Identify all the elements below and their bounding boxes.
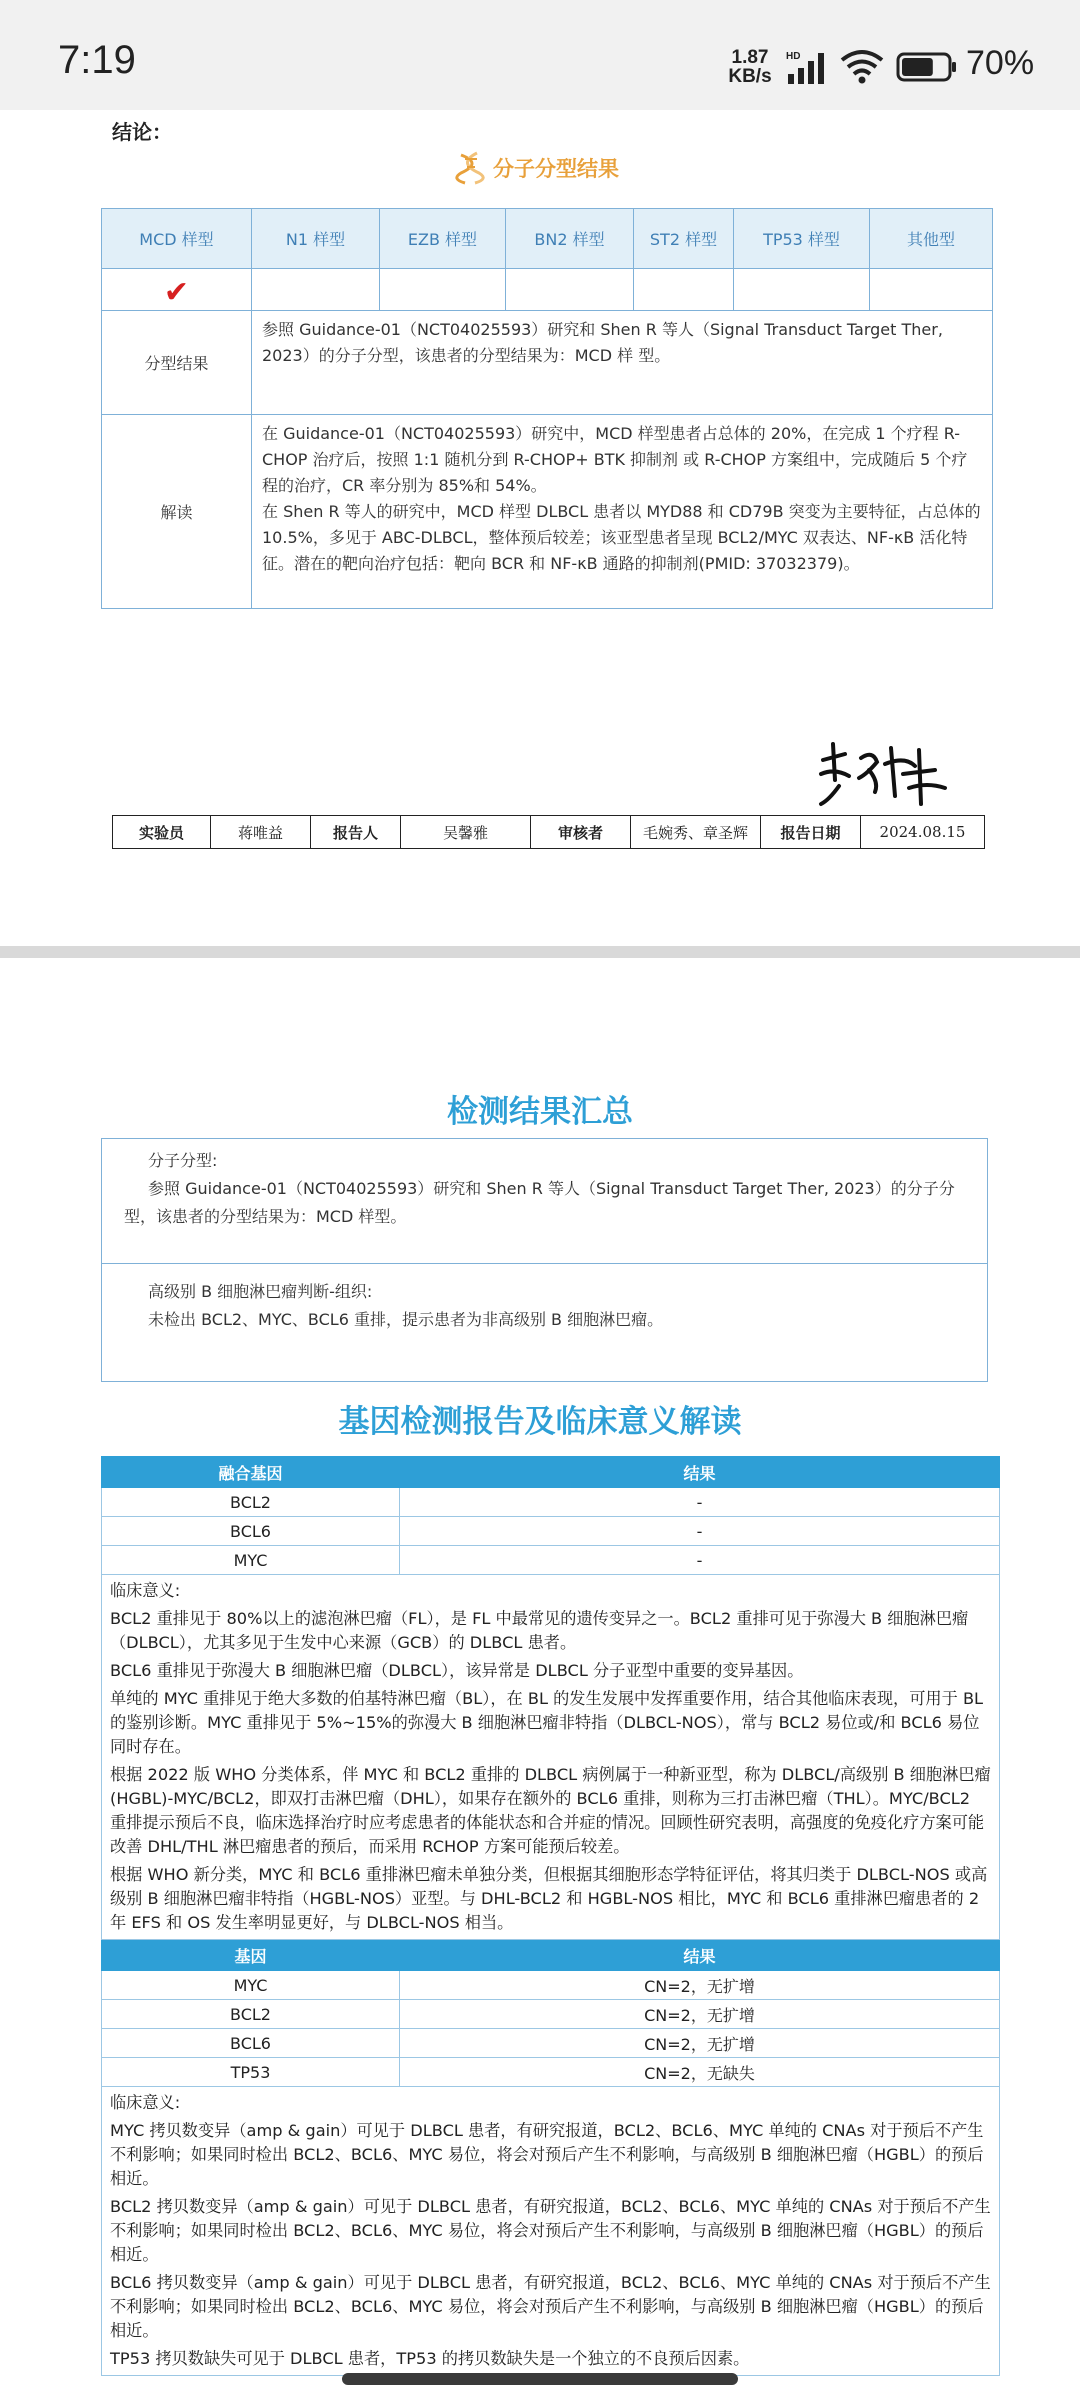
status-time: 7:19 [58, 38, 136, 82]
interpret-text: 在 Guidance-01（NCT04025593）研究中，MCD 样型患者占总体的 20%，在完成 1 个疗程 R-CHOP 治疗后，按照 1:1 随机分到 R-CHOP+ BTK 抑制剂 或 R-CHOP 方案组中，完成随后 5 个疗程的治疗，CR 率分别为 85%和 54%。 在 Shen R 等人的研究中，MCD 样型 DLBCL 患者以 MYD88 和 CD79B 突变为主要特征，占总体的 10.5%，多见于 ABC-DLBCL，整体预后较差；该亚型患者呈现 BCL2/MYC 双表达、NF-κB 活化特征。潜在的靶向治疗包括：靶向 BCR 和 NF-κB 通路的抑制剂(PMID: 37032379)。 [252, 415, 993, 609]
svg-text:HD: HD [786, 51, 801, 62]
molecular-subtype-title: 分子分型结果 [455, 148, 619, 188]
cnv-gene-header: 基因 [102, 1940, 400, 1971]
wifi-icon [838, 48, 886, 84]
dna-icon [455, 151, 489, 185]
gene-report-title: 基因检测报告及临床意义解读 [338, 1404, 742, 1440]
subtype-header: TP53 样型 [734, 209, 870, 269]
summary-title: 检测结果汇总 [447, 1094, 633, 1130]
cnv-result-header: 结果 [400, 1940, 1000, 1971]
status-bar [0, 0, 1080, 110]
check-mark-icon: ✔ [163, 274, 190, 310]
summary-subtype-heading: 分子分型: [148, 1151, 218, 1170]
report-date: 2024.08.15 [861, 816, 985, 849]
report-page-2[interactable] [0, 958, 1080, 2400]
result-text: 参照 Guidance-01（NCT04025593）研究和 Shen R 等人（Signal Transduct Target Ther, 2023）的分子分型，该患者的分型结果为：MCD 样 型。 [252, 311, 993, 415]
interpret-label: 解读 [102, 415, 252, 609]
subtype-header: EZB 样型 [380, 209, 506, 269]
reporter-label: 报告人 [311, 816, 401, 849]
cnv-clinical-notes: 临床意义: MYC 拷贝数变异（amp & gain）可见于 DLBCL 患者，有研究报道，BCL2、BCL6、MYC 单纯的 CNAs 对于预后不产生不利影响；如果同时检出 BCL2、BCL6、MYC 易位，将会对预后产生不利影响，与高级别 B 细胞淋巴瘤（HGBL）的预后相近。 BCL2 拷贝数变异（amp & gain）可见于 DLBCL 患者，有研究报道，BCL2、BCL6、MYC 单纯的 CNAs 对于预后不产生不利影响；如果同时检出 BCL2、BCL6、MYC 易位，将会对预后产生不利影响，与高级别 B 细胞淋巴瘤（HGBL）的预后相近。 BCL6 拷贝数变异（amp & gain）可见于 DLBCL 患者，有研究报道，BCL2、BCL6、MYC 单纯的 CNAs 对于预后不产生不利影响；如果同时检出 BCL2、BCL6、MYC 易位，将会对预后产生不利影响，与高级别 B 细胞淋巴瘤（HGBL）的预后相近。 TP53 拷贝数缺失可见于 DLBCL 患者，TP53 的拷贝数缺失是一个独立的不良预后因素。 [102, 2087, 1000, 2376]
table-row: BCL2 CN=2，无扩增 [102, 2000, 1000, 2029]
network-speed: 1.87 KB/s [728, 47, 772, 87]
date-label: 报告日期 [761, 816, 861, 849]
subtype-header: ST2 样型 [634, 209, 734, 269]
tester-label: 实验员 [113, 816, 211, 849]
fusion-result-header: 结果 [400, 1457, 1000, 1488]
report-page-1[interactable] [0, 110, 1080, 946]
summary-subtype-box [101, 1138, 988, 1264]
fusion-gene-header: 融合基因 [102, 1457, 400, 1488]
signal-icon [782, 50, 832, 84]
molecular-subtype-table [101, 208, 993, 609]
page-divider [0, 946, 1080, 958]
table-row: MYC CN=2，无扩增 [102, 1971, 1000, 2000]
handwritten-signature [815, 730, 955, 810]
battery-icon [896, 51, 958, 83]
table-row: MYC - [102, 1546, 1000, 1575]
fusion-clinical-notes: 临床意义: BCL2 重排见于 80%以上的滤泡淋巴瘤（FL），是 FL 中最常见的遗传变异之一。BCL2 重排可见于弥漫大 B 细胞淋巴瘤（DLBCL），尤其多见于生发中心来源（GCB）的 DLBCL 患者。 BCL6 重排见于弥漫大 B 细胞淋巴瘤（DLBCL），该异常是 DLBCL 分子亚型中重要的变异基因。 单纯的 MYC 重排见于绝大多数的伯基特淋巴瘤（BL），在 BL 的发生发展中发挥重要作用，结合其他临床表现，可用于 BL 的鉴别诊断。MYC 重排见于 5%~15%的弥漫大 B 细胞淋巴瘤非特指（DLBCL-NOS），常与 BCL2 易位或/和 BCL6 易位同时存在。 根据 2022 版 WHO 分类体系，伴 MYC 和 BCL2 重排的 DLBCL 病例属于一种新亚型，称为 DLBCL/高级别 B 细胞淋巴瘤(HGBL)-MYC/BCL2，即双打击淋巴瘤（DHL），如果存在额外的 BCL6 重排，则称为三打击淋巴瘤（THL）。MYC/BCL2 重排提示预后不良，临床选择治疗时应考虑患者的体能状态和合并症的情况。回顾性研究表明，高强度的免疫化疗方案可能改善 DHL/THL 淋巴瘤患者的预后，而采用 RCHOP 方案可能预后较差。 根据 WHO 新分类，MYC 和 BCL6 重排淋巴瘤未单独分类，但根据其细胞形态学特征评估，将其归类于 DLBCL-NOS 或高级别 B 细胞淋巴瘤非特指（HGBL-NOS）亚型。与 DHL-BCL2 和 HGBL-NOS 相比，MYC 和 BCL6 重排淋巴瘤患者的 2 年 EFS 和 OS 发生率明显更好，与 DLBCL-NOS 相当。 [102, 1575, 1000, 1940]
conclusion-label: 结论： [112, 120, 172, 144]
signature-table [112, 815, 985, 849]
summary-hgbl-text: 未检出 BCL2、MYC、BCL6 重排，提示患者为非高级别 B 细胞淋巴瘤。 [148, 1310, 664, 1329]
table-row: BCL6 CN=2，无扩增 [102, 2029, 1000, 2058]
summary-hgbl-box [101, 1264, 988, 1382]
reviewer-label: 审核者 [531, 816, 631, 849]
table-row: BCL6 - [102, 1517, 1000, 1546]
home-indicator[interactable] [342, 2373, 738, 2385]
subtype-header: MCD 样型 [102, 209, 252, 269]
subtype-header: 其他型 [870, 209, 993, 269]
tester-name: 蒋唯益 [211, 816, 311, 849]
subtype-header: N1 样型 [252, 209, 380, 269]
reporter-name: 吴馨雅 [401, 816, 531, 849]
result-label: 分型结果 [102, 311, 252, 415]
fusion-gene-table [101, 1456, 1000, 2376]
reviewer-name: 毛婉秀、章圣辉 [631, 816, 761, 849]
subtype-check-cell [102, 269, 252, 311]
table-row: BCL2 - [102, 1488, 1000, 1517]
subtype-header: BN2 样型 [506, 209, 634, 269]
table-row: TP53 CN=2，无缺失 [102, 2058, 1000, 2087]
battery-percent: 70% [966, 44, 1035, 82]
summary-subtype-text: 参照 Guidance-01（NCT04025593）研究和 Shen R 等人（Signal Transduct Target Ther, 2023）的分子分型，该患者的分型结果为：MCD 样型。 [124, 1179, 955, 1226]
summary-hgbl-heading: 高级别 B 细胞淋巴瘤判断-组织: [148, 1282, 373, 1301]
